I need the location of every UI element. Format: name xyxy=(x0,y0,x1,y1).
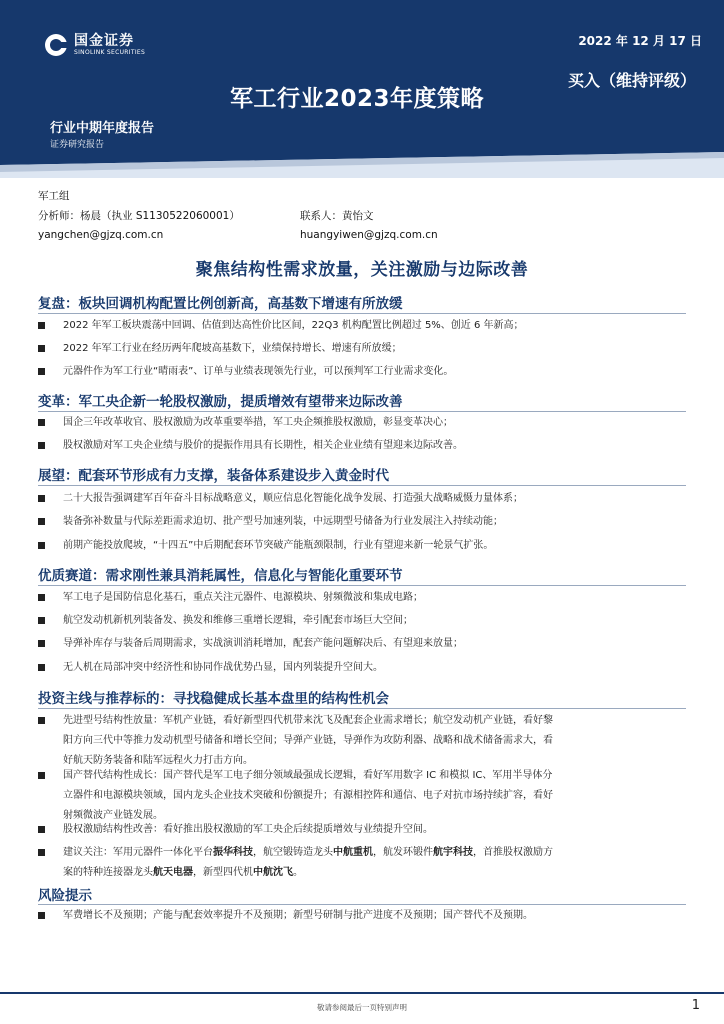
stock-name: 航宇科技 xyxy=(433,847,473,858)
list-item-text: 2022 年军工板块震荡中回调、估值到达高性价比区间，22Q3 机构配置比例超过 5%、创近 6 年新高； xyxy=(63,320,524,331)
section-heading: 复盘：板块回调机构配置比例创新高，高基数下增速有所放缓 xyxy=(38,296,403,312)
list-item xyxy=(38,339,688,359)
section-divider xyxy=(38,904,686,905)
list-item-line: 射频微波产业链发展。 xyxy=(63,810,163,821)
list-item-text: 2022 年军工行业在经历两年爬坡高基数下，业绩保持增长、增速有所放缓； xyxy=(63,343,402,354)
bullet-square-icon xyxy=(38,664,45,671)
list-item xyxy=(38,658,688,678)
list-item xyxy=(38,362,688,382)
bullet-square-icon xyxy=(38,368,45,375)
report-subtype: 证券研究报告 xyxy=(50,140,105,150)
report-title: 军工行业2023年度策略 xyxy=(230,86,485,112)
list-item xyxy=(38,489,688,509)
company-logo xyxy=(44,33,145,57)
rec-text: 。 xyxy=(293,867,303,878)
section-divider xyxy=(38,708,686,709)
list-item xyxy=(38,766,688,826)
bullet-square-icon xyxy=(38,442,45,449)
section-divider xyxy=(38,585,686,586)
bullet-square-icon xyxy=(38,772,45,779)
bullet-square-icon xyxy=(38,322,45,329)
bullet-square-icon xyxy=(38,912,45,919)
section-divider xyxy=(38,313,686,314)
section-divider xyxy=(38,411,686,412)
rec-text: 案的特种连接器龙头 xyxy=(63,867,153,878)
rec-text: ，航发环锻件 xyxy=(373,847,433,858)
list-item-text: 军费增长不及预期；产能与配套效率提升不及预期；新型号研制与批产进度不及预期；国产替代不及预期。 xyxy=(63,910,533,921)
recommendation-line xyxy=(63,843,688,863)
list-item xyxy=(38,536,688,556)
rec-text: 建议关注：军用元器件一体化平台 xyxy=(63,847,213,858)
list-item-text: 装备弥补数量与代际差距需求迫切、批产型号加速列装，中远期型号储备为行业发展注入持续动能； xyxy=(63,516,503,527)
list-item xyxy=(38,413,688,433)
list-item-line: 好航天防务装备和陆军远程火力打击方向。 xyxy=(63,755,253,766)
list-item xyxy=(38,611,688,631)
stock-name: 振华科技 xyxy=(213,847,253,858)
recommendation-line xyxy=(63,863,688,883)
rating-badge: 买入（维持评级） xyxy=(567,71,696,90)
logo-en: SINOLINK SECURITIES xyxy=(74,48,146,56)
logo-cn: 国金证券 xyxy=(74,32,134,49)
list-item-text: 导弹补库存与装备后周期需求，实战演训消耗增加，配套产能问题解决后、有望迎来放量； xyxy=(63,638,463,649)
section-heading: 风险提示 xyxy=(38,888,92,904)
list-item xyxy=(38,634,688,654)
bullet-square-icon xyxy=(38,495,45,502)
list-item-text: 股权激励结构性改善：看好推出股权激励的军工央企后续提质增效与业绩提升空间。 xyxy=(63,824,433,835)
rec-text: ，新型四代机 xyxy=(193,867,253,878)
bullet-square-icon xyxy=(38,345,45,352)
list-item-text: 航空发动机新机列装备发、换发和维修三重增长逻辑，牵引配套市场巨大空间； xyxy=(63,615,413,626)
bullet-square-icon xyxy=(38,617,45,624)
report-date: 2022 年 12 月 17 日 xyxy=(578,34,702,48)
page-number: 1 xyxy=(691,998,700,1013)
list-item-text: 无人机在局部冲突中经济性和协同作战优势凸显，国内列装提升空间大。 xyxy=(63,662,383,673)
bullet-square-icon xyxy=(38,849,45,856)
list-item-text: 二十大报告强调建军百年奋斗目标战略意义，顺应信息化智能化战争发展、打造强大战略威慑力量体系； xyxy=(63,493,523,504)
list-item-text: 军工电子是国防信息化基石，重点关注元器件、电源模块、射频微波和集成电路； xyxy=(63,592,423,603)
bullet-square-icon xyxy=(38,594,45,601)
stock-name: 航天电器 xyxy=(153,867,193,878)
stock-name: 中航沈飞 xyxy=(253,867,293,878)
list-item-line: 先进型号结构性放量：军机产业链，看好新型四代机带来沈飞及配套企业需求增长；航空发动机产业链，看好黎 xyxy=(63,715,553,726)
contact-name: 联系人：黄怡文 xyxy=(300,210,374,222)
bullet-square-icon xyxy=(38,640,45,647)
logo-text xyxy=(74,34,145,57)
list-item-line: 国产替代结构性成长：国产替代是军工电子细分领域最强成长逻辑，看好军用数字 IC 和模拟 IC、军用半导体分 xyxy=(63,770,553,781)
analyst-group: 军工组 xyxy=(38,190,70,202)
bullet-square-icon xyxy=(38,518,45,525)
sinolink-logo-icon xyxy=(44,33,68,57)
bullet-square-icon xyxy=(38,717,45,724)
list-item-text: 国企三年改革收官、股权激励为改革重要举措，军工央企频推股权激励，彰显变革决心； xyxy=(63,417,453,428)
section-divider xyxy=(38,485,686,486)
rec-text: ，首推股权激励方 xyxy=(473,847,553,858)
section-heading: 优质赛道：需求刚性兼具消耗属性，信息化与智能化重要环节 xyxy=(38,568,403,584)
list-item xyxy=(38,906,688,926)
report-header xyxy=(0,0,724,178)
report-type: 行业中期年度报告 xyxy=(50,121,155,136)
section-heading: 展望：配套环节形成有力支撑，装备体系建设步入黄金时代 xyxy=(38,468,389,484)
list-item xyxy=(38,588,688,608)
section-heading: 变革：军工央企新一轮股权激励，提质增效有望带来边际改善 xyxy=(38,394,403,410)
rec-text: ，航空锻铸造龙头 xyxy=(253,847,333,858)
analyst-email[interactable]: yangchen@gjzq.com.cn xyxy=(38,229,164,241)
list-item-line: 立器件和电源模块领域，国内龙头企业技术突破和份额提升；有源相控阵和通信、电子对抗市场持续扩容，看好 xyxy=(63,790,553,801)
list-item xyxy=(38,512,688,532)
list-item-text: 股权激励对军工央企业绩与股价的提振作用具有长期性，相关企业业绩有望迎来边际改善。 xyxy=(63,440,463,451)
footer-divider xyxy=(0,992,724,994)
bullet-square-icon xyxy=(38,419,45,426)
list-item xyxy=(38,436,688,456)
analyst-name: 分析师：杨晨（执业 S1130522060001） xyxy=(38,210,240,222)
bullet-square-icon xyxy=(38,826,45,833)
list-item xyxy=(38,316,688,336)
disclaimer-note[interactable]: 敬请参阅最后一页特别声明 xyxy=(317,1003,407,1012)
list-item-text: 前期产能投放爬坡，“十四五”中后期配套环节突破产能瓶颈限制，行业有望迎来新一轮景气扩张。 xyxy=(63,540,494,551)
report-subtitle: 聚焦结构性需求放量，关注激励与边际改善 xyxy=(195,260,529,280)
list-item xyxy=(38,711,688,771)
list-item xyxy=(38,843,688,883)
section-heading: 投资主线与推荐标的：寻找稳健成长基本盘里的结构性机会 xyxy=(38,691,389,707)
stock-name: 中航重机 xyxy=(333,847,373,858)
bullet-square-icon xyxy=(38,542,45,549)
list-item xyxy=(38,820,688,840)
contact-email[interactable]: huangyiwen@gjzq.com.cn xyxy=(300,229,438,241)
list-item-text: 元器件作为军工行业“晴雨表”、订单与业绩表现领先行业，可以预判军工行业需求变化。 xyxy=(63,366,454,377)
list-item-line: 阳方向三代中等推力发动机型号储备和增长空间；导弹产业链，导弹作为攻防利器、战略和战术储备需求大，看 xyxy=(63,735,553,746)
